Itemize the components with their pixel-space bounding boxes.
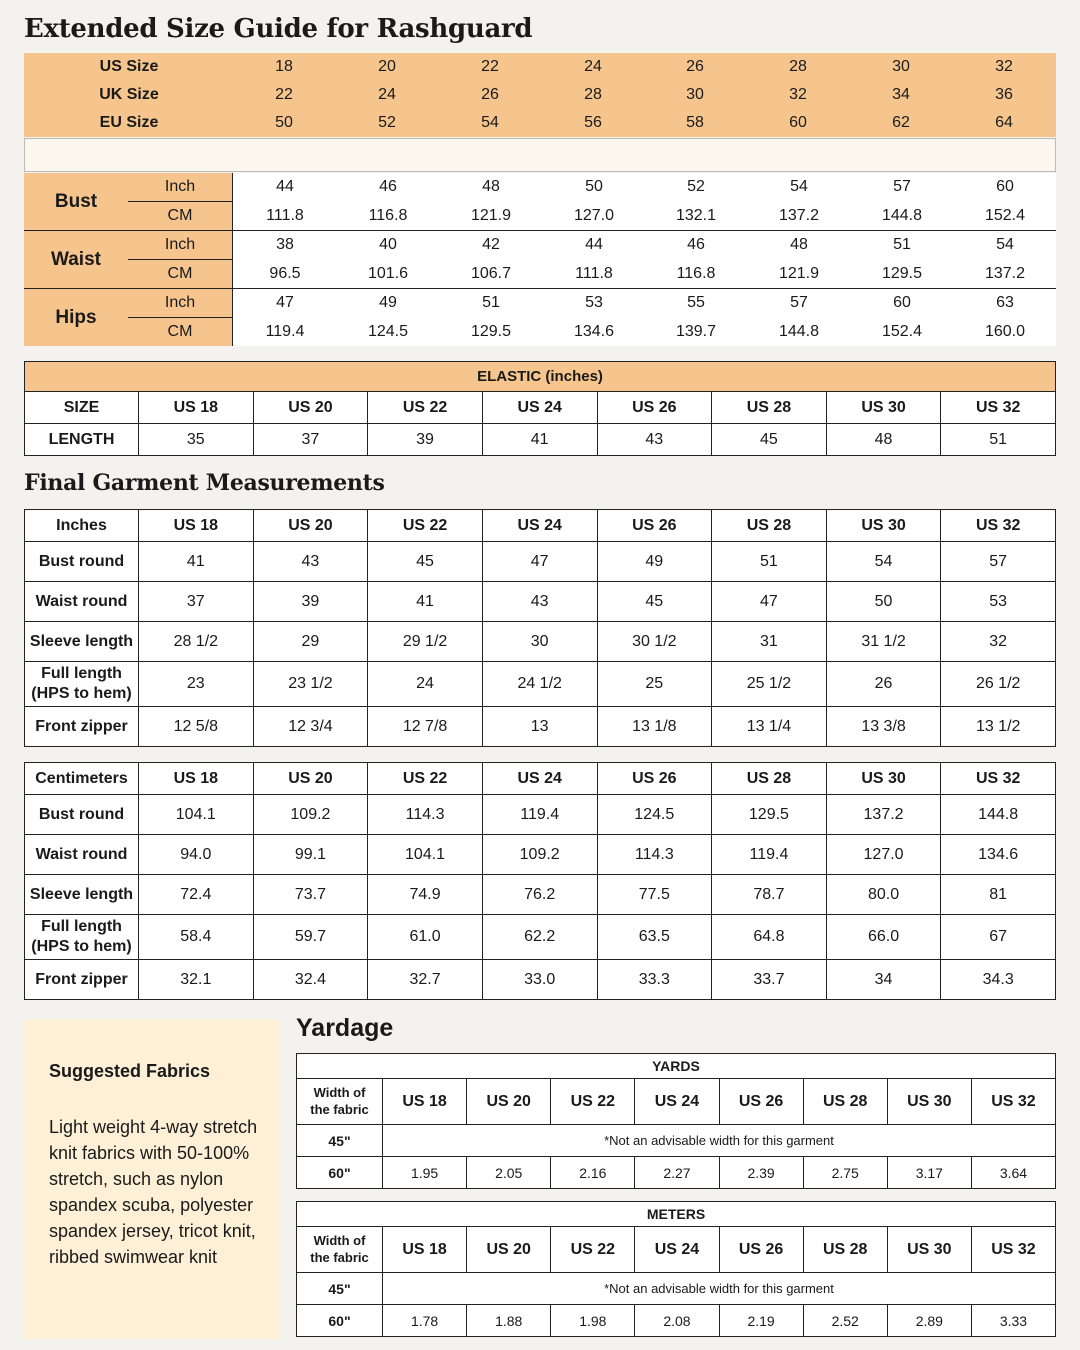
measurement-cell: 58.4 <box>139 915 254 960</box>
cm-value: 121.9 <box>778 265 820 282</box>
row-label-subline: (HPS to hem) <box>31 938 132 955</box>
row-label-line: Waist round <box>35 845 128 863</box>
cm-value: 160.0 <box>984 323 1026 340</box>
size-header: US 24 <box>482 510 597 542</box>
inch-value: 54 <box>996 236 1014 253</box>
yardage-size: US 20 <box>467 1227 551 1273</box>
row-label-line: Bust round <box>38 805 125 823</box>
cm-value: 129.5 <box>470 323 512 340</box>
size-value: 18 <box>275 58 293 75</box>
measurement-cell: 34.3 <box>941 960 1056 1000</box>
size-header: US 22 <box>368 510 483 542</box>
measurement-row-label <box>25 795 139 835</box>
elastic-size: US 28 <box>712 392 827 424</box>
measurement-cell: 129.5 <box>712 795 827 835</box>
width-label-line: the fabric <box>310 1249 369 1265</box>
cm-value: 116.8 <box>368 207 408 224</box>
width-60-label: 60" <box>297 1157 383 1189</box>
measurement-cell: 24 <box>368 662 483 707</box>
measurement-row-label <box>25 960 139 1000</box>
cm-value: 124.5 <box>367 323 409 340</box>
width-label-line: the fabric <box>310 1101 369 1117</box>
cm-value: 111.8 <box>266 207 304 224</box>
yardage-value: 2.08 <box>635 1305 719 1337</box>
size-header: US 26 <box>597 510 712 542</box>
inch-value: 51 <box>482 294 500 311</box>
measurement-cell: 12 3/4 <box>253 707 368 747</box>
size-value: 26 <box>481 86 499 103</box>
size-value: 52 <box>378 114 396 131</box>
measurement-cell: 80.0 <box>826 875 941 915</box>
measurement-cell: 30 <box>482 622 597 662</box>
size-system-label: EU Size <box>99 114 159 131</box>
measurement-cell: 63.5 <box>597 915 712 960</box>
measurement-cell: 24 1/2 <box>482 662 597 707</box>
measurement-cell: 53 <box>941 582 1056 622</box>
elastic-length-label: LENGTH <box>25 424 139 456</box>
measurement-cell: 23 <box>139 662 254 707</box>
inch-value: 52 <box>687 178 705 195</box>
inch-value: 57 <box>893 178 911 195</box>
body-measurements-table <box>24 173 1056 347</box>
size-value: 24 <box>378 86 396 103</box>
elastic-length: 48 <box>826 424 941 456</box>
row-label-line: Front zipper <box>35 970 128 988</box>
size-value: 62 <box>892 114 910 131</box>
unit-label-inch: Inch <box>164 294 196 311</box>
measurement-cell: 119.4 <box>712 835 827 875</box>
yardage-size: US 22 <box>551 1227 635 1273</box>
cm-value: 132.1 <box>675 207 717 224</box>
final-cm-table <box>24 762 1056 1000</box>
yardage-value: 2.19 <box>719 1305 803 1337</box>
measurement-cell: 78.7 <box>712 875 827 915</box>
size-value: 26 <box>686 58 704 75</box>
final-garment-title: Final Garment Measurements <box>24 470 385 496</box>
unit-divider <box>128 259 232 260</box>
measurement-cell: 47 <box>482 542 597 582</box>
cm-value: 119.4 <box>265 323 305 340</box>
inch-value: 40 <box>379 236 397 253</box>
unit-divider <box>128 201 232 202</box>
inch-value: 54 <box>790 178 808 195</box>
yardage-caption: YARDS <box>297 1054 1056 1079</box>
measurement-cell: 29 1/2 <box>368 622 483 662</box>
size-value: 60 <box>789 114 807 131</box>
elastic-table <box>24 361 1056 456</box>
measurement-cell: 137.2 <box>826 795 941 835</box>
size-system-label: US Size <box>99 58 159 75</box>
measurement-cell: 31 <box>712 622 827 662</box>
size-header: US 32 <box>941 510 1056 542</box>
elastic-size: US 26 <box>597 392 712 424</box>
row-label-line: Sleeve length <box>29 632 134 650</box>
measurement-label-block <box>24 289 232 346</box>
spacer-bar <box>24 138 1056 172</box>
measurement-values <box>232 289 1056 346</box>
measurement-cell: 13 1/2 <box>941 707 1056 747</box>
measurement-cell: 134.6 <box>941 835 1056 875</box>
inch-value: 55 <box>687 294 705 311</box>
measurement-cell: 72.4 <box>139 875 254 915</box>
cm-value: 144.8 <box>881 207 923 224</box>
width-45-label: 45" <box>297 1273 383 1305</box>
measurement-cell: 114.3 <box>368 795 483 835</box>
size-header: US 30 <box>826 763 941 795</box>
measurement-cell: 74.9 <box>368 875 483 915</box>
unit-divider <box>128 317 232 318</box>
size-value: 28 <box>584 86 602 103</box>
cm-value: 129.5 <box>881 265 923 282</box>
size-value: 58 <box>686 114 704 131</box>
measurement-cell: 73.7 <box>253 875 368 915</box>
width-of-fabric-label <box>297 1227 383 1273</box>
measurement-label-block <box>24 231 232 288</box>
size-row <box>24 109 1056 137</box>
cm-value: 96.5 <box>269 265 301 282</box>
measurement-cell: 33.7 <box>712 960 827 1000</box>
measurement-cell: 114.3 <box>597 835 712 875</box>
yardage-value: 3.33 <box>971 1305 1055 1337</box>
size-header: US 30 <box>826 510 941 542</box>
cm-value: 137.2 <box>984 265 1026 282</box>
size-value: 64 <box>995 114 1013 131</box>
unit-corner-label: Inches <box>25 510 139 542</box>
measurement-cell: 94.0 <box>139 835 254 875</box>
size-value: 30 <box>686 86 704 103</box>
inch-value: 51 <box>893 236 911 253</box>
measurement-cell: 41 <box>368 582 483 622</box>
inch-value: 44 <box>276 178 294 195</box>
inch-value: 57 <box>790 294 808 311</box>
measurement-row-label <box>25 582 139 622</box>
measurement-cell: 43 <box>253 542 368 582</box>
measurement-cell: 62.2 <box>482 915 597 960</box>
size-value: 24 <box>584 58 602 75</box>
yardage-size: US 26 <box>719 1227 803 1273</box>
measurement-cell: 25 1/2 <box>712 662 827 707</box>
width-label-line: Width of <box>313 1232 366 1248</box>
size-value: 36 <box>995 86 1013 103</box>
yardage-size: US 22 <box>551 1079 635 1125</box>
measurement-cell: 23 1/2 <box>253 662 368 707</box>
size-header: US 20 <box>253 510 368 542</box>
fabrics-heading: Suggested Fabrics <box>49 1061 211 1081</box>
measurement-cell: 67 <box>941 915 1056 960</box>
meters-table <box>296 1201 1056 1337</box>
measurement-cell: 32.1 <box>139 960 254 1000</box>
measurement-cell: 13 <box>482 707 597 747</box>
inch-value: 44 <box>585 236 603 253</box>
row-label-line: Waist round <box>35 592 128 610</box>
unit-corner-label: Centimeters <box>25 763 139 795</box>
yardage-size: US 26 <box>719 1079 803 1125</box>
fabrics-body: Light weight 4-way stretch knit fabrics with 50-100% stretch, such as nylon spandex scuba, polyester spandex jersey, tricot knit, ribbed swimwear knit <box>49 1117 258 1267</box>
yardage-value: 2.27 <box>635 1157 719 1189</box>
inch-value: 42 <box>482 236 500 253</box>
elastic-length: 39 <box>368 424 483 456</box>
measurement-cell: 30 1/2 <box>597 622 712 662</box>
yardage-value: 1.98 <box>551 1305 635 1337</box>
size-header: US 28 <box>712 510 827 542</box>
size-value: 54 <box>481 114 499 131</box>
size-header: US 20 <box>253 763 368 795</box>
measurement-cell: 43 <box>482 582 597 622</box>
page-title: Extended Size Guide for Rashguard <box>24 14 533 44</box>
yardage-size: US 24 <box>635 1227 719 1273</box>
cm-value: 121.9 <box>470 207 512 224</box>
suggested-fabrics-panel <box>24 1019 280 1339</box>
inch-value: 63 <box>996 294 1014 311</box>
yardage-size: US 18 <box>383 1079 467 1125</box>
yardage-size: US 20 <box>467 1079 551 1125</box>
size-header: US 28 <box>712 763 827 795</box>
size-conversion-table <box>24 53 1056 137</box>
yardage-value: 2.39 <box>719 1157 803 1189</box>
elastic-size: US 24 <box>482 392 597 424</box>
size-header: US 26 <box>597 763 712 795</box>
elastic-length: 45 <box>712 424 827 456</box>
row-label-line: Bust round <box>38 552 125 570</box>
row-separator <box>24 288 1056 289</box>
yardage-value: 2.05 <box>467 1157 551 1189</box>
row-label-line: Front zipper <box>35 717 128 735</box>
measurement-cell: 39 <box>253 582 368 622</box>
inch-value: 48 <box>790 236 808 253</box>
inch-value: 49 <box>379 294 397 311</box>
measurement-cell: 26 1/2 <box>941 662 1056 707</box>
measurement-row-label <box>25 707 139 747</box>
cm-value: 152.4 <box>881 323 923 340</box>
measurement-values <box>232 173 1056 230</box>
elastic-length: 51 <box>941 424 1056 456</box>
measurement-cell: 37 <box>139 582 254 622</box>
not-advisable-note: *Not an advisable width for this garment <box>383 1125 1056 1157</box>
yardage-size: US 28 <box>803 1079 887 1125</box>
not-advisable-note: *Not an advisable width for this garment <box>383 1273 1056 1305</box>
row-separator <box>24 230 1056 231</box>
yardage-caption: METERS <box>297 1202 1056 1227</box>
measurement-name: Hips <box>55 307 97 328</box>
unit-label-cm: CM <box>167 265 193 282</box>
width-60-label: 60" <box>297 1305 383 1337</box>
measurement-cell: 99.1 <box>253 835 368 875</box>
cm-value: 152.4 <box>984 207 1026 224</box>
size-value: 32 <box>995 58 1013 75</box>
yardage-size: US 18 <box>383 1227 467 1273</box>
size-value: 30 <box>892 58 910 75</box>
measurement-cell: 34 <box>826 960 941 1000</box>
yardage-size: US 30 <box>887 1079 971 1125</box>
measurement-cell: 144.8 <box>941 795 1056 835</box>
width-of-fabric-label <box>297 1079 383 1125</box>
row-label-subline: (HPS to hem) <box>31 685 132 702</box>
elastic-title: ELASTIC (inches) <box>25 362 1056 392</box>
inch-value: 48 <box>482 178 500 195</box>
cm-value: 134.6 <box>573 323 615 340</box>
measurement-row-label <box>25 915 139 960</box>
measurement-cell: 26 <box>826 662 941 707</box>
unit-label-cm: CM <box>167 207 193 224</box>
measurement-cell: 45 <box>368 542 483 582</box>
elastic-size: US 18 <box>139 392 254 424</box>
size-value: 50 <box>275 114 293 131</box>
yardage-value: 3.17 <box>887 1157 971 1189</box>
measurement-cell: 13 1/4 <box>712 707 827 747</box>
yardage-size: US 24 <box>635 1079 719 1125</box>
measurement-cell: 54 <box>826 542 941 582</box>
measurement-cell: 45 <box>597 582 712 622</box>
size-value: 32 <box>789 86 807 103</box>
width-label-line: Width of <box>313 1084 366 1100</box>
row-label-line: Sleeve length <box>29 885 134 903</box>
elastic-length: 41 <box>482 424 597 456</box>
yardage-value: 2.52 <box>803 1305 887 1337</box>
measurement-cell: 124.5 <box>597 795 712 835</box>
measurement-cell: 32.7 <box>368 960 483 1000</box>
inch-value: 47 <box>276 294 294 311</box>
elastic-size: US 30 <box>826 392 941 424</box>
elastic-length: 37 <box>253 424 368 456</box>
elastic-length: 35 <box>139 424 254 456</box>
measurement-values <box>232 231 1056 288</box>
size-value: 28 <box>789 58 807 75</box>
inch-value: 46 <box>687 236 705 253</box>
elastic-size-label: SIZE <box>25 392 139 424</box>
measurement-cell: 13 1/8 <box>597 707 712 747</box>
measurement-cell: 59.7 <box>253 915 368 960</box>
size-value: 34 <box>892 86 910 103</box>
measurement-cell: 25 <box>597 662 712 707</box>
size-header: US 24 <box>482 763 597 795</box>
measurement-cell: 12 7/8 <box>368 707 483 747</box>
inch-value: 46 <box>379 178 397 195</box>
measurement-cell: 50 <box>826 582 941 622</box>
cm-value: 101.6 <box>367 265 409 282</box>
yardage-size: US 30 <box>887 1227 971 1273</box>
measurement-cell: 109.2 <box>482 835 597 875</box>
yardage-value: 3.64 <box>971 1157 1055 1189</box>
size-system-label: UK Size <box>99 86 159 103</box>
yardage-value: 2.16 <box>551 1157 635 1189</box>
yardage-value: 2.89 <box>887 1305 971 1337</box>
yardage-value: 1.95 <box>383 1157 467 1189</box>
size-value: 56 <box>584 114 602 131</box>
measurement-cell: 76.2 <box>482 875 597 915</box>
measurement-cell: 64.8 <box>712 915 827 960</box>
measurement-cell: 66.0 <box>826 915 941 960</box>
size-value: 20 <box>378 58 396 75</box>
size-header: US 32 <box>941 763 1056 795</box>
measurement-cell: 57 <box>941 542 1056 582</box>
row-label-line: Full length <box>41 918 122 935</box>
unit-label-cm: CM <box>167 323 193 340</box>
measurement-row-label <box>25 875 139 915</box>
measurement-name: Waist <box>51 249 101 270</box>
inch-value: 50 <box>585 178 603 195</box>
measurement-cell: 47 <box>712 582 827 622</box>
measurement-cell: 33.0 <box>482 960 597 1000</box>
measurement-cell: 29 <box>253 622 368 662</box>
final-inches-table <box>24 509 1056 747</box>
size-value: 22 <box>481 58 499 75</box>
size-row <box>24 53 1056 81</box>
measurement-cell: 109.2 <box>253 795 368 835</box>
measurement-row-label <box>25 622 139 662</box>
elastic-length: 43 <box>597 424 712 456</box>
measurement-row-label <box>25 662 139 707</box>
measurement-cell: 104.1 <box>368 835 483 875</box>
yardage-size: US 32 <box>971 1227 1055 1273</box>
measurement-cell: 49 <box>597 542 712 582</box>
width-45-label: 45" <box>297 1125 383 1157</box>
inch-value: 60 <box>893 294 911 311</box>
measurement-cell: 33.3 <box>597 960 712 1000</box>
measurement-cell: 32.4 <box>253 960 368 1000</box>
unit-label-inch: Inch <box>164 236 196 253</box>
measurement-cell: 41 <box>139 542 254 582</box>
unit-label-inch: Inch <box>164 178 196 195</box>
yardage-value: 2.75 <box>803 1157 887 1189</box>
measurement-cell: 28 1/2 <box>139 622 254 662</box>
size-header: US 22 <box>368 763 483 795</box>
cm-value: 137.2 <box>778 207 820 224</box>
cm-value: 139.7 <box>675 323 717 340</box>
yardage-value: 1.88 <box>467 1305 551 1337</box>
measurement-name: Bust <box>54 191 98 212</box>
cm-value: 116.8 <box>676 265 716 282</box>
inch-value: 38 <box>276 236 294 253</box>
measurement-cell: 77.5 <box>597 875 712 915</box>
measurement-row-label <box>25 835 139 875</box>
measurement-cell: 127.0 <box>826 835 941 875</box>
elastic-size: US 22 <box>368 392 483 424</box>
cm-value: 144.8 <box>778 323 820 340</box>
yardage-title: Yardage <box>296 1014 394 1042</box>
elastic-size: US 20 <box>253 392 368 424</box>
measurement-cell: 104.1 <box>139 795 254 835</box>
row-label-line: Full length <box>41 665 122 682</box>
cm-value: 111.8 <box>575 265 613 282</box>
size-value: 22 <box>275 86 293 103</box>
cm-value: 106.7 <box>470 265 512 282</box>
measurement-cell: 119.4 <box>482 795 597 835</box>
elastic-size: US 32 <box>941 392 1056 424</box>
measurement-cell: 12 5/8 <box>139 707 254 747</box>
measurement-cell: 81 <box>941 875 1056 915</box>
yardage-size: US 28 <box>803 1227 887 1273</box>
inch-value: 53 <box>585 294 603 311</box>
inch-value: 60 <box>996 178 1014 195</box>
size-header: US 18 <box>139 763 254 795</box>
measurement-cell: 51 <box>712 542 827 582</box>
measurement-cell: 13 3/8 <box>826 707 941 747</box>
measurement-cell: 32 <box>941 622 1056 662</box>
measurement-row-label <box>25 542 139 582</box>
size-row <box>24 81 1056 109</box>
yardage-size: US 32 <box>971 1079 1055 1125</box>
yardage-value: 1.78 <box>383 1305 467 1337</box>
measurement-cell: 61.0 <box>368 915 483 960</box>
measurement-label-block <box>24 173 232 230</box>
measurement-cell: 31 1/2 <box>826 622 941 662</box>
cm-value: 127.0 <box>573 207 615 224</box>
size-header: US 18 <box>139 510 254 542</box>
yards-table <box>296 1053 1056 1189</box>
